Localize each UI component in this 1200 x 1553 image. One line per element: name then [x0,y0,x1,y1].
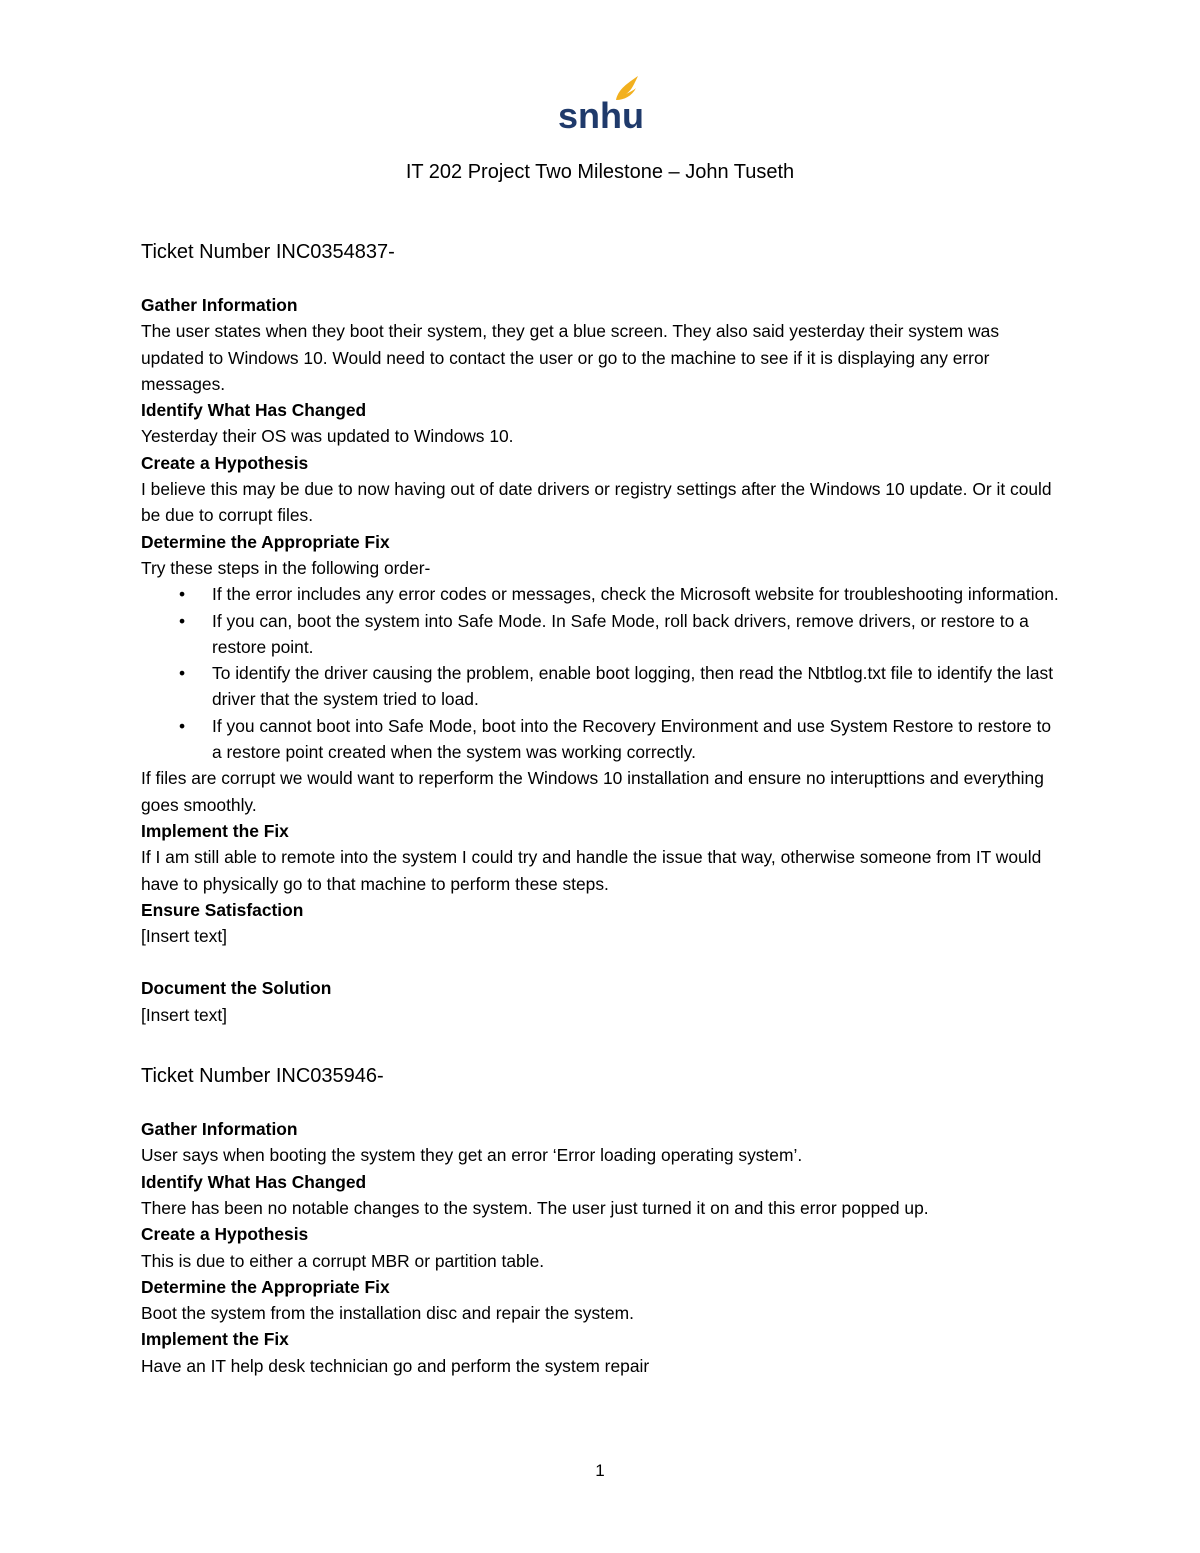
list-item [141,660,1061,713]
bullet-icon: • [178,663,186,684]
identify-changed-text: Yesterday their OS was updated to Windows 10. [141,426,514,447]
spacer [141,949,1061,975]
step-text: If you cannot boot into Safe Mode, boot into the Recovery Environment and use System Restore to restore to a restore point created when the system was working correctly. [212,715,1052,763]
identify-changed-text: There has been no notable changes to the system. The user just turned it on and this error popped up. [141,1197,929,1218]
document-body [141,238,1061,1379]
hypothesis-heading: Create a Hypothesis [141,452,309,473]
implement-fix-heading: Implement the Fix [141,1329,289,1350]
gather-information-heading: Gather Information [141,295,298,315]
ticket-section [141,1062,1061,1379]
page-number: 1 [595,1461,605,1480]
bullet-icon: • [178,715,186,736]
implement-fix-text: Have an IT help desk technician go and perform the system repair [141,1355,650,1376]
gather-information-text: User says when booting the system they get an error ‘Error loading operating system’. [141,1145,803,1166]
implement-fix-heading: Implement the Fix [141,820,289,841]
ensure-satisfaction-text: [Insert text] [141,926,228,947]
determine-fix-heading: Determine the Appropriate Fix [141,531,390,552]
determine-fix-text: Boot the system from the installation disc and repair the system. [141,1303,634,1324]
document-solution-text: [Insert text] [141,1004,228,1025]
document-title: IT 202 Project Two Milestone – John Tuseth [405,161,795,183]
implement-fix-text: If I am still able to remote into the system I could try and handle the issue that way, otherwise someone from IT would have to physically go to that machine to perform these steps. [141,847,1042,894]
ensure-satisfaction-heading: Ensure Satisfaction [141,899,304,920]
list-item [141,713,1061,766]
snhu-flame-logo-icon [556,72,646,134]
ticket-heading: Ticket Number INC0354837- [141,241,395,263]
list-item [141,581,1061,607]
hypothesis-text: I believe this may be due to now having out of date drivers or registry settings after the Windows 10 update. Or it could be due to corrupt files. [141,479,1052,526]
logo-wordmark: snhu [558,95,644,134]
step-text: If you can, boot the system into Safe Mode. In Safe Mode, roll back drivers, remove drivers, or restore to a restore point. [212,610,1029,657]
identify-changed-heading: Identify What Has Changed [141,400,367,421]
gather-information-heading: Gather Information [141,1119,298,1140]
identify-changed-heading: Identify What Has Changed [141,1171,367,1192]
bullet-icon: • [178,584,186,605]
step-text: If the error includes any error codes or messages, check the Microsoft website for troubleshooting information. [212,584,1059,605]
hypothesis-heading: Create a Hypothesis [141,1224,309,1245]
fix-steps-list [141,581,1061,765]
determine-fix-intro: Try these steps in the following order- [141,557,431,578]
gather-information-text: The user states when they boot their system, they get a blue screen. They also said yesterday their system was updated to Windows 10. Would need to contact the user or go to the machine to see if it is displaying any error messages. [141,321,1000,394]
list-item [141,608,1061,661]
determine-fix-heading: Determine the Appropriate Fix [141,1276,390,1297]
determine-fix-outro: If files are corrupt we would want to reperform the Windows 10 installation and ensure no interupttions and everything goes smoothly. [141,768,1044,815]
ticket-heading: Ticket Number INC035946- [141,1065,384,1088]
ticket-section [141,238,1061,1028]
hypothesis-text: This is due to either a corrupt MBR or partition table. [141,1250,545,1271]
bullet-icon: • [178,610,186,631]
document-solution-heading: Document the Solution [141,978,332,999]
snhu-logo [556,72,646,134]
step-text: To identify the driver causing the problem, enable boot logging, then read the Ntbtlog.txt file to identify the last driver that the system tried to load. [212,663,1054,710]
